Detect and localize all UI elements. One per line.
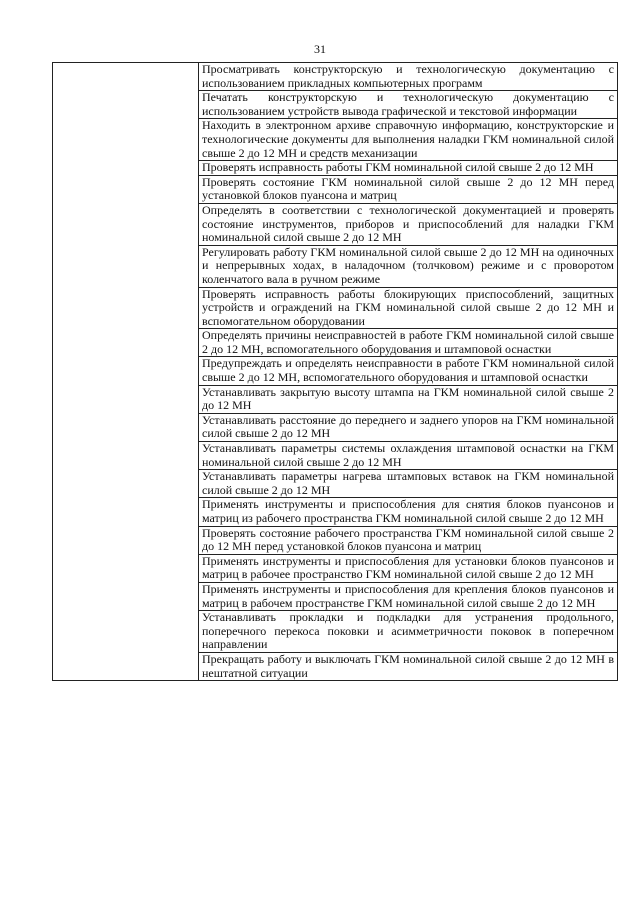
skill-cell: Устанавливать закрытую высоту штампа на ГКМ номинальной силой свыше 2 до 12 МН xyxy=(199,385,618,413)
skill-cell: Определять в соответствии с технологической документацией и проверять состояние инструментов, приборов и приспособлений для наладки ГКМ номинальной силой свыше 2 до 12 МН xyxy=(199,203,618,245)
skill-cell: Регулировать работу ГКМ номинальной силой свыше 2 до 12 МН на одиночных и непрерывных ходах, в наладочном (толчковом) режиме и с проворотом коленчатого вала в ручном режиме xyxy=(199,245,618,287)
skill-cell: Находить в электронном архиве справочную информацию, конструкторские и технологические документы для выполнения наладки ГКМ номинальной силой свыше 2 до 12 МН и средств механизации xyxy=(199,119,618,161)
skill-cell: Устанавливать прокладки и подкладки для устранения продольного, поперечного перекоса поковки и асимметричности поковок в поперечном направлении xyxy=(199,611,618,653)
skill-cell: Применять инструменты и приспособления для крепления блоков пуансонов и матриц в рабочем пространстве ГКМ номинальной силой свыше 2 до 12 МН xyxy=(199,582,618,610)
skill-cell: Проверять исправность работы блокирующих приспособлений, защитных устройств и ограждений на ГКМ номинальной силой свыше 2 до 12 МН и вспомогательном оборудовании xyxy=(199,287,618,329)
page-number: 31 xyxy=(314,42,326,56)
table-row xyxy=(53,63,618,91)
skills-table-body xyxy=(53,63,618,681)
skill-cell: Применять инструменты и приспособления для установки блоков пуансонов и матриц в рабочее пространство ГКМ номинальной силой свыше 2 до 12 МН xyxy=(199,554,618,582)
skill-cell: Устанавливать параметры системы охлаждения штамповой оснастки на ГКМ номинальной силой свыше 2 до 12 МН xyxy=(199,442,618,470)
skill-cell: Проверять состояние рабочего пространства ГКМ номинальной силой свыше 2 до 12 МН перед установкой блоков пуансона и матриц xyxy=(199,526,618,554)
skill-cell: Прекращать работу и выключать ГКМ номинальной силой свыше 2 до 12 МН в нештатной ситуации xyxy=(199,652,618,680)
row-label-cell xyxy=(53,63,199,681)
skill-cell: Просматривать конструкторскую и технологическую документацию с использованием прикладных компьютерных программ xyxy=(199,63,618,91)
skill-cell: Устанавливать параметры нагрева штамповых вставок на ГКМ номинальной силой свыше 2 до 12 МН xyxy=(199,470,618,498)
skill-cell: Печатать конструкторскую и технологическую документацию с использованием устройств вывода графической и текстовой информации xyxy=(199,91,618,119)
skill-cell: Определять причины неисправностей в работе ГКМ номинальной силой свыше 2 до 12 МН, вспомогательного оборудования и штамповой оснастки xyxy=(199,329,618,357)
skill-cell: Предупреждать и определять неисправности в работе ГКМ номинальной силой свыше 2 до 12 МН, вспомогательного оборудования и штамповой оснастки xyxy=(199,357,618,385)
skills-table xyxy=(52,62,618,681)
skill-cell: Проверять исправность работы ГКМ номинальной силой свыше 2 до 12 МН xyxy=(199,161,618,176)
skill-cell: Применять инструменты и приспособления для снятия блоков пуансонов и матриц из рабочего пространства ГКМ номинальной силой свыше 2 до 12 МН xyxy=(199,498,618,526)
skill-cell: Проверять состояние ГКМ номинальной силой свыше 2 до 12 МН перед установкой блоков пуансона и матриц xyxy=(199,175,618,203)
skill-cell: Устанавливать расстояние до переднего и заднего упоров на ГКМ номинальной силой свыше 2 до 12 МН xyxy=(199,413,618,441)
